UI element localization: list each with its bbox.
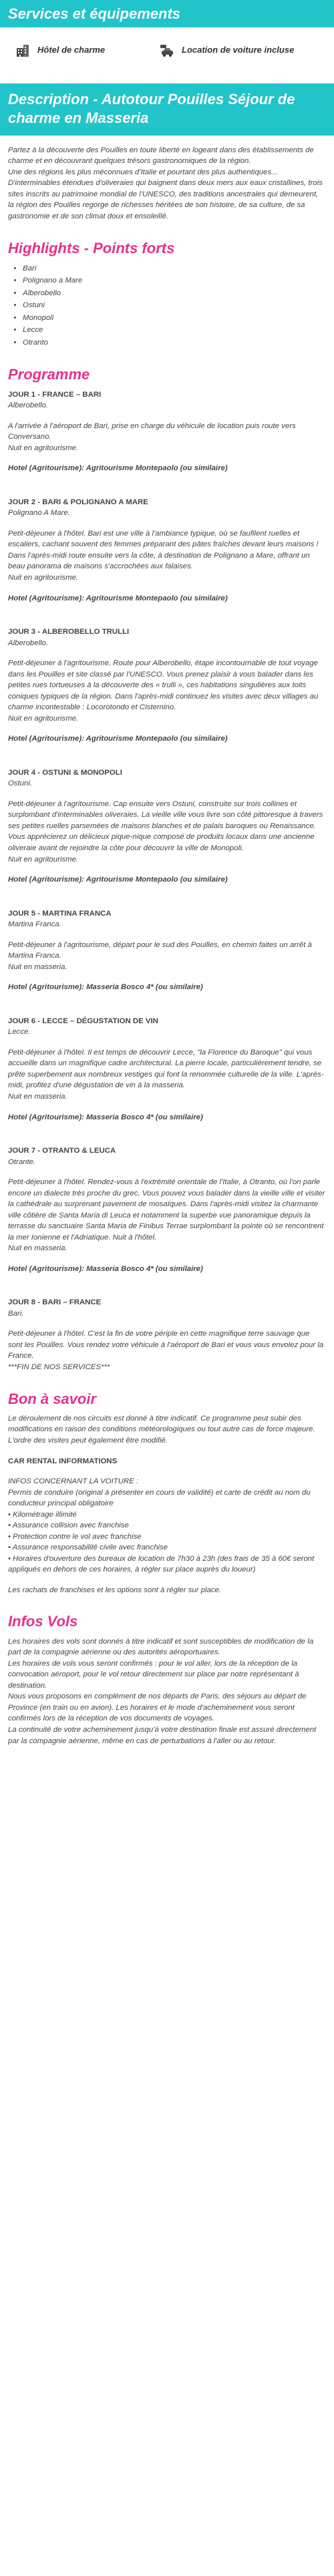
day-hotel: Hotel (Agritourisme): Agritourisme Montepaolo (ou similaire) bbox=[8, 594, 228, 602]
rental-line: • Assurance collision avec franchise bbox=[8, 1521, 129, 1530]
day-night: Nuit en masseria. bbox=[8, 1092, 67, 1101]
day-place: Alberobello. bbox=[8, 401, 49, 410]
day-text: Petit-déjeuner à l'hôtel. Il est temps de découvrir Lecce, "la Florence du Baroque" qui vous accueille dans un magnifique cadre architectural. La pierre locale, particulièrement tendre, se prête superbement aux nombreux vestiges qui font la renommée culturelle de la ville. L'après-midi, profitez d'une dégustation de vin à la masseria. bbox=[8, 1048, 324, 1090]
day-5 bbox=[8, 908, 326, 993]
day-night: Nuit en agritourisme. bbox=[8, 443, 79, 452]
main-content bbox=[0, 145, 334, 1746]
car-rental-title: CAR RENTAL INFORMATIONS bbox=[8, 1457, 118, 1465]
rental-line: • Kilométrage illimité bbox=[8, 1510, 77, 1519]
highlight-item: • Alberobello bbox=[23, 287, 326, 299]
day-title: JOUR 1 - FRANCE – BARI bbox=[8, 390, 102, 399]
day-place: Martina Franca. bbox=[8, 920, 61, 929]
bon-a-savoir-text: Le déroulement de nos circuits est donné à titre indicatif. Ce programme peut subir des modifications en raison des conditions météorologiques ou tout autre cas de force majeure. L'ordre des visites peut également être modifié. bbox=[8, 1414, 315, 1445]
bon-a-savoir-title: Bon à savoir bbox=[8, 1390, 97, 1407]
day-3 bbox=[8, 626, 326, 745]
infos-vols-title: Infos Vols bbox=[8, 1613, 78, 1630]
rental-line: • Assurance responsabilité civile avec franchise bbox=[8, 1543, 168, 1552]
day-place: Lecce. bbox=[8, 1028, 31, 1037]
day-6 bbox=[8, 1016, 326, 1123]
highlight-item: • Polignano a Mare bbox=[23, 274, 326, 287]
description-title: Description - Autotour Pouilles Séjour de charme en Masseria bbox=[8, 90, 295, 126]
day-2 bbox=[8, 497, 326, 604]
programme-title: Programme bbox=[8, 366, 90, 383]
service-car-rental bbox=[159, 43, 294, 59]
infos-vols-paragraph: Nous vous proposons en complément de nos départs de Paris, des séjours au départ de Province (en train ou en avion). Les horaires et le mode d'acheminement vous seront confirmés lors de la réception de vos documents de voyages. bbox=[8, 1692, 307, 1723]
description-banner bbox=[0, 83, 334, 136]
services-row bbox=[0, 27, 334, 62]
services-title: Services et équipements bbox=[8, 5, 181, 22]
hotel-icon bbox=[15, 43, 31, 59]
day-place: Otrante. bbox=[8, 1157, 36, 1166]
day-title: JOUR 2 - BARI & POLIGNANO A MARE bbox=[8, 498, 148, 506]
rental-line: • Protection contre le vol avec franchise bbox=[8, 1532, 142, 1541]
day-4 bbox=[8, 767, 326, 886]
highlights-list bbox=[8, 262, 326, 349]
day-night: Nuit en agritourisme. bbox=[8, 714, 79, 723]
description-intro bbox=[8, 145, 326, 222]
day-text: Petit-déjeuner à l'hôtel. Rendez-vous à l'extrémité orientale de l'Italie, à Otranto, où l'on parle encore un dialecte très proche du grec. Vous pouvez vous balader dans la vieille ville et visiter la cathédrale au surprenant pavement de mosaïques. Dans l'après-midi visitez la charmante ville côtière de Santa Maria di Leuca et notamment la superbe vue panoramique depuis la terrasse du sanctuaire Santa Maria de Finibus Terrae surplombant la pointe où se rencontrent la mer Ionienne et l'Adriatique. Nuit à l'hôtel. bbox=[8, 1178, 325, 1242]
day-night: Nuit en masseria. bbox=[8, 1244, 67, 1253]
day-title: JOUR 4 - OSTUNI & MONOPOLI bbox=[8, 768, 122, 777]
day-night: Nuit en agritourisme. bbox=[8, 855, 79, 864]
day-place: Polignano A Mare. bbox=[8, 509, 70, 518]
day-title: JOUR 5 - MARTINA FRANCA bbox=[8, 909, 112, 918]
day-text: A l'arrivée à l'aéroport de Bari, prise en charge du véhicule de location puis route vers Conversano. bbox=[8, 421, 296, 441]
day-hotel: Hotel (Agritourisme): Agritourisme Montepaolo (ou similaire) bbox=[8, 876, 228, 884]
rental-footer: Les rachats de franchises et les options sont à régler sur place. bbox=[8, 1586, 222, 1594]
day-hotel: Hotel (Agritourisme): Masseria Bosco 4* (ou similaire) bbox=[8, 1264, 203, 1273]
day-8 bbox=[8, 1297, 326, 1372]
service-car-rental-label: Location de voiture incluse bbox=[182, 45, 295, 55]
infos-vols-paragraph: Les horaires de vols vous seront confirmés : pour le vol aller, lors de la réception de la convocation aéroport, pour le vol retour directement sur place par notre représentant à destination. bbox=[8, 1659, 299, 1690]
day-1 bbox=[8, 389, 326, 474]
day-night: Nuit en agritourisme. bbox=[8, 573, 79, 582]
car-rental-icon bbox=[159, 43, 175, 59]
service-hotel-label: Hôtel de charme bbox=[37, 45, 106, 55]
infos-vols-text bbox=[8, 1636, 326, 1746]
day-place: Ostuni. bbox=[8, 779, 33, 788]
intro-paragraph: Une des régions les plus méconnues d'Italie et pourtant des plus authentiques... D'interminables étendues d'oliveraies qui baignent dans deux mers aux eaux cristallines, trois sites inscrits au patrimoine mondial de l'UNESCO, des traditions ancestrales qui demeurent, la région des Pouilles regorge de richesses héritées de son histoire, de sa culture, de sa gastronomie et de son climat doux et ensoleillé. bbox=[8, 168, 323, 220]
infos-vols-paragraph: Les horaires des vols sont donnés à titre indicatif et sont susceptibles de modification de la part de la compagnie aérienne ou des autorités aéroportuaires. bbox=[8, 1637, 314, 1657]
infos-vols-paragraph: La continuité de votre acheminement jusqu'à votre destination finale est assuré directement par la compagnie aérienne, même en cas de perturbations à l'aller ou au retour. bbox=[8, 1726, 317, 1745]
day-text: Petit-déjeuner à l'agritourisme, départ pour le sud des Pouilles, en chemin faites un arrêt à Martina Franca. bbox=[8, 940, 312, 960]
day-place: Alberobello. bbox=[8, 638, 49, 647]
day-place: Bari. bbox=[8, 1309, 24, 1318]
day-hotel: Hotel (Agritourisme): Masseria Bosco 4* (ou similaire) bbox=[8, 983, 203, 992]
day-night: Nuit en masseria. bbox=[8, 962, 67, 971]
rental-line: INFOS CONCERNANT LA VOITURE : bbox=[8, 1477, 139, 1486]
service-hotel bbox=[8, 43, 148, 59]
highlights-title: Highlights - Points forts bbox=[8, 239, 175, 256]
day-text: Petit-déjeuner à l'hôtel. C'est la fin de votre périple en cette magnifique terre sauvage que sont les Pouilles. Vous rendez votre véhicule à l'aéroport de Bari et vous vous envolez pour la France. bbox=[8, 1330, 324, 1360]
end-of-services: ***FIN DE NOS SERVICES*** bbox=[8, 1363, 110, 1371]
day-text: Petit-déjeuner à l'hôtel. Bari est une ville à l'ambiance typique, où se faufilent ruelles et escaliers, cachant souvent des femmes préparant des pâtes fraîches devant leurs maisons ! Dans l'après-midi route ensuite vers la côte, à destination de Polignano a Mare, offrant un beau panorama de maisons s'accrochées aux falaises. bbox=[8, 529, 319, 571]
highlight-item: • Ostuni bbox=[23, 299, 326, 311]
car-rental-info bbox=[8, 1476, 326, 1576]
day-text: Petit-déjeuner à l'agritourisme. Cap ensuite vers Ostuni, construite sur trois collines et surplombant d'interminables oliveraies. La vieille ville vous livre son côté pittoresque à travers ses petites ruelles parsemées de maisons blanches et de palais baroques ou Renaissance. Vous apprécierez un délicieux pique-nique composé de produits locaux dans une ancienne oliveraie avant de rejoindre la côte pour découvrir la ville de Monopoli. bbox=[8, 799, 323, 852]
highlight-item: • Monopoli bbox=[23, 312, 326, 324]
services-banner bbox=[0, 0, 334, 27]
day-7 bbox=[8, 1145, 326, 1274]
intro-paragraph: Partez à la découverte des Pouilles en toute liberté en logeant dans des établissements de charme et en découvrant quelques trésors gastronomiques de la région. bbox=[8, 146, 314, 166]
day-title: JOUR 3 - ALBEROBELLO TRULLI bbox=[8, 628, 130, 636]
day-hotel: Hotel (Agritourisme): Agritourisme Montepaolo (ou similaire) bbox=[8, 464, 228, 473]
highlight-item: • Bari bbox=[23, 262, 326, 274]
highlight-item: • Lecce bbox=[23, 324, 326, 336]
day-text: Petit-déjeuner à l'agritourisme. Route pour Alberobello, étape incontournable de tout voyage dans les Pouilles et site classé par l'UNESCO. Vous prenez plaisir à vous balader dans les petites rues tortueuses à la découverte des « trulli », ces habitations singulières aux toits coniques typiques de la région. Dans l'après-midi continuez les visites avec deux villages au charme incontestable : Locorotondo et Cisternino. bbox=[8, 659, 319, 712]
day-hotel: Hotel (Agritourisme): Masseria Bosco 4* (ou similaire) bbox=[8, 1113, 203, 1121]
day-title: JOUR 6 - LECCE – DÉGUSTATION DE VIN bbox=[8, 1017, 158, 1025]
day-title: JOUR 8 - BARI – FRANCE bbox=[8, 1298, 102, 1307]
day-title: JOUR 7 - OTRANTO & LEUCA bbox=[8, 1147, 116, 1155]
rental-line: Permis de conduire (original à présenter en cours de validité) et carte de crédit au nom du conducteur principal obligatoire bbox=[8, 1488, 311, 1508]
highlight-item: • Otranto bbox=[23, 337, 326, 349]
day-hotel: Hotel (Agritourisme): Agritourisme Montepaolo (ou similaire) bbox=[8, 735, 228, 743]
rental-line: • Horaires d'ouverture des bureaux de location de 7h30 à 23h (des frais de 35 à 60€ seront appliqués en dehors de ces horaires, à régler sur place auprès du loueur) bbox=[8, 1554, 315, 1574]
